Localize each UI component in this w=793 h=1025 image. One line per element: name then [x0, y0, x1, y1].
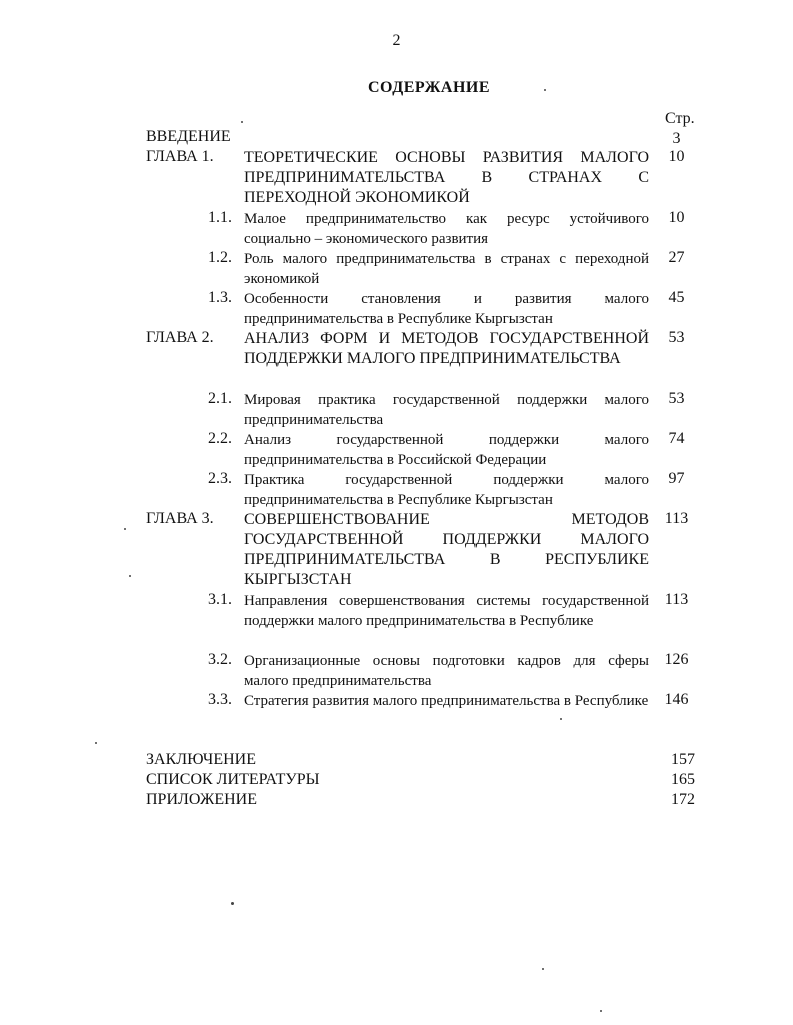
scan-speck	[231, 902, 234, 905]
toc-section-page: 53	[668, 390, 685, 407]
toc-chapter-page: 10	[668, 148, 685, 165]
toc-section-title: Анализ государственной поддержки малого предпринимательства в Российской Федерации	[244, 432, 649, 468]
toc-chapter-title: ТЕОРЕТИЧЕСКИЕ ОСНОВЫ РАЗВИТИЯ МАЛОГО ПРЕДПРИНИМАТЕЛЬСТВА В СТРАНАХ С ПЕРЕХОДНОЙ ЭКОНОМИКОЙ	[244, 149, 649, 206]
toc-section-title: Особенности становления и развития малого предпринимательства в Республике Кыргызстан	[244, 291, 649, 327]
page-column-label: Стр.	[665, 110, 695, 127]
scan-speck	[560, 718, 562, 720]
page-title: СОДЕРЖАНИЕ	[367, 79, 491, 96]
toc-section-page: 113	[664, 591, 689, 608]
toc-chapter-title: СОВЕРШЕНСТВОВАНИЕ МЕТОДОВ ГОСУДАРСТВЕННОЙ ПОДДЕРЖКИ МАЛОГО ПРЕДПРИНИМАТЕЛЬСТВА В РЕСПУБЛИКЕ КЫРГЫЗСТАН	[244, 511, 649, 588]
toc-chapter-label: ГЛАВА 3.	[146, 510, 214, 527]
toc-intro-page: 3	[672, 130, 681, 147]
toc-section-number: 1.1.	[208, 209, 232, 226]
toc-tail-page: 157	[671, 751, 695, 768]
toc-section-page: 146	[664, 691, 689, 708]
scan-speck	[544, 89, 546, 91]
toc-tail-label: ЗАКЛЮЧЕНИЕ	[146, 751, 256, 768]
toc-section-number: 1.2.	[208, 249, 232, 266]
toc-section-number: 3.3.	[208, 691, 232, 708]
toc-section-page: 126	[664, 651, 689, 668]
toc-section-number: 3.2.	[208, 651, 232, 668]
scan-speck	[95, 742, 97, 744]
toc-section-page: 10	[668, 209, 685, 226]
scan-speck	[129, 575, 131, 577]
toc-section-page: 27	[668, 249, 685, 266]
toc-section-number: 2.1.	[208, 390, 232, 407]
toc-section-title: Практика государственной поддержки малого предпринимательства в Республике Кыргызстан	[244, 472, 649, 508]
toc-chapter-title: АНАЛИЗ ФОРМ И МЕТОДОВ ГОСУДАРСТВЕННОЙ ПОДДЕРЖКИ МАЛОГО ПРЕДПРИНИМАТЕЛЬСТВА	[244, 330, 649, 367]
toc-section-title: Организационные основы подготовки кадров для сферы малого предпринимательства	[244, 653, 649, 689]
toc-section-page: 74	[668, 430, 685, 447]
toc-chapter-page: 113	[664, 510, 689, 527]
toc-section-number: 2.2.	[208, 430, 232, 447]
toc-section-page: 45	[668, 289, 685, 306]
toc-chapter-label: ГЛАВА 1.	[146, 148, 214, 165]
toc-tail-page: 165	[671, 771, 695, 788]
toc-section-title: Малое предпринимательство как ресурс устойчивого социально – экономического развития	[244, 211, 649, 247]
toc-tail-label: СПИСОК ЛИТЕРАТУРЫ	[146, 771, 320, 788]
page-number: 2	[392, 32, 401, 49]
scan-speck	[241, 121, 243, 123]
toc-chapter-page: 53	[668, 329, 685, 346]
toc-section-page: 97	[668, 470, 685, 487]
toc-section-number: 3.1.	[208, 591, 232, 608]
scan-speck	[542, 968, 544, 970]
toc-intro-label: ВВЕДЕНИЕ	[146, 128, 231, 145]
toc-chapter-label: ГЛАВА 2.	[146, 329, 214, 346]
scan-speck	[600, 1010, 602, 1012]
scan-speck	[124, 528, 126, 530]
toc-section-title: Мировая практика государственной поддержки малого предпринимательства	[244, 392, 649, 428]
toc-section-title: Стратегия развития малого предпринимательства в Республике	[244, 693, 649, 709]
toc-tail-page: 172	[671, 791, 695, 808]
toc-section-number: 2.3.	[208, 470, 232, 487]
toc-section-title: Роль малого предпринимательства в странах с переходной экономикой	[244, 251, 649, 287]
toc-section-number: 1.3.	[208, 289, 232, 306]
toc-section-title: Направления совершенствования системы государственной поддержки малого предпринимательства в Республике	[244, 593, 649, 629]
toc-tail-label: ПРИЛОЖЕНИЕ	[146, 791, 258, 808]
